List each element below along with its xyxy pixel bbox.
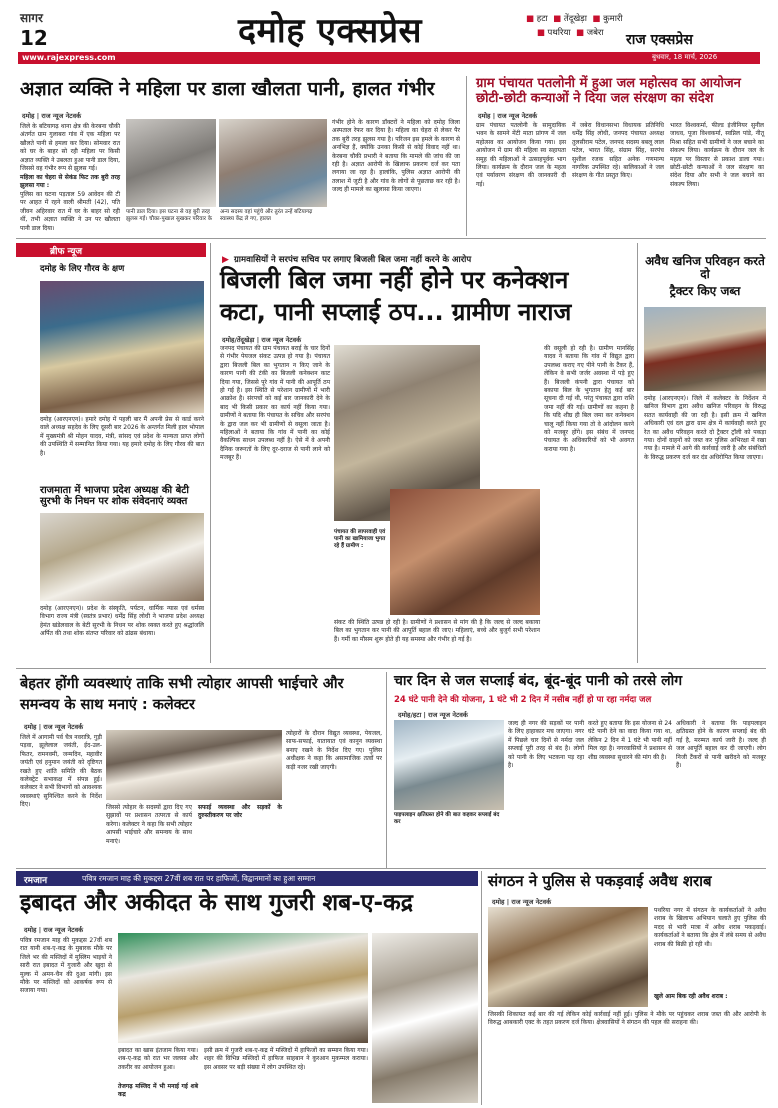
story-column-1: जनपद पंचायत की ग्राम पंचायत बराई के चार दिनों से गंभीर पेयजल संकट उत्पन्न हो गया है। पंचायत द्वारा बिजली बिल का भुगतान न किए जाने के कारण पानी की टंकी का बिजली कनेक्शन काट दिया गया, जिससे पूरे गांव में पानी की आपूर्ति ठप हो गई है। इस स्थिति से परेशान ग्रामीणों में भारी आक्रोश है। संरपचों को कई बार जानकारी देने के बाद भी किसी प्रकार का कार्य नहीं किया गया। ग्रामीणों ने बताया कि पंचायत के सचिव और सरपंच के द्वारा जल कर भी ग्रामीणों से वसूला जाता है। महिलाओं ने बताया कि गांव में पानी का कोई वैकल्पिक साधन उपलब्ध नहीं है। ऐसे में वे अपनी दैनिक जरूरतों के लिए दूर-दराज से पानी लाने को मजबूर हैं।: [220, 345, 330, 462]
photo-tractor: [644, 307, 766, 391]
photo-award-ceremony: [40, 281, 204, 413]
byline: दमोह | राज न्यूज नेटवर्क: [24, 723, 84, 731]
story-column-2: की वसूली हो रही है। ग्रामीण मानसिंह यादव ने बताया कि गांव में विद्युत द्वारा उपलब्ध कराए गए पीने पानी के टैंकर हैं, लेकिन वे सभी जर्जर अवस्था में पड़े हुए हैं। बिजली कंपनी द्वारा पंचायत को बकाया बिल के भुगतान हेतु कई बार सूचना दी गई थी, परंतु पंचायत द्वारा राशि जमा नहीं की गई। ग्रामीणों का कहना है कि यदि शीघ्र ही बिल जमा कर कनेक्शन चालू नहीं किया गया तो वे आंदोलन करने को मजबूर होंगे। इस संबंध में जनपद पंचायत के अधिकारियों को भी अवगत कराया गया है।: [544, 345, 634, 453]
story-column-2: इबादत का खास इंतजाम किया गया। शब-ए-कद्र को रात भर जलसा और तकरीर का आयोजन हुआ।: [118, 1047, 198, 1071]
photo-ulema-felicitation: [118, 933, 368, 1043]
masthead: [0, 0, 778, 72]
photo-caption: पंचायत की लापरवाही एवं पानी का खामियाजा भुगत रहे हैं ग्रामीण :: [334, 529, 386, 549]
vertical-rule: [637, 243, 638, 663]
section-name: सागर: [20, 11, 43, 25]
issue-date: बुधवार, 18 मार्च, 2026: [652, 53, 718, 61]
brief-headline-1: दमोह के लिए गौरव के क्षण: [40, 264, 125, 274]
brief-text-2: दमोह (आरएनएन)। प्रदेश के संस्कृति, पर्यटन, धार्मिक न्यास एवं धर्मस्व विभाग राज्य मंत्री (स्वतंत्र प्रभार) धर्मेंद्र सिंह लोधी ने भाजपा प्रदेश अध्यक्ष हेमंत खंडेलवाल के बेटी सुरभी के निधन पर शोक व्यक्त करते हुए श्रद्धांजलि अर्पित की तथा शोक संतप्त परिवार को ढांढस बंधाया।: [40, 605, 204, 638]
photo-meeting-hall: [106, 730, 282, 800]
headline: बेहतर होंगी व्यवस्थाएं ताकि सभी त्योहार आपसी भाईचारे और समन्वय के साथ मनाएं : कलेक्टर: [20, 676, 344, 713]
photo-village-woman: [390, 489, 540, 615]
edition-pathariya: ■ पथरिया: [536, 28, 571, 38]
story-electricity-bill: [214, 243, 634, 663]
story-illegal-liquor: [484, 871, 766, 1105]
vertical-rule: [386, 672, 387, 868]
subhead: सफाई व्यवस्था और सड़कों के दुरुस्तीकरण पर जोर: [198, 804, 282, 820]
subhead: तेजगढ़ मस्जिद में भी मनाई गई शबे कद्र: [118, 1083, 198, 1099]
headline-line-1: अवैध खनिज परिवहन करते दो: [645, 254, 765, 282]
photo-hospital-patient: [126, 119, 216, 207]
story-column-1: जिले में आगामी पर्व चैत्र नवरात्रि, गुड़ी पड़वा, झूलेलाल जयंती, ईद-उल-फितर, रामनवमी, जन्मदिन, महावीर जयंती एवं हनुमान जयंती को दृष्टिगत रखते हुए शांति समिति की बैठक कलेक्ट्रेट सभाकक्ष में संपन्न हुई। कलेक्टर ने सभी विभागों को आवश्यक व्यवस्थाएं सुनिश्चित करने के निर्देश दिए।: [20, 734, 102, 809]
story-column-1: ग्राम पंचायत पतलोनी के सामुदायिक भवन के सामने मेंटी माता प्रांगण में जल महोत्सव का आयोजन किया गया। इस आयोजन में ग्राम की महिला स्व सहायता समूह की महिलाओं ने उत्साहपूर्वक भाग लिया। कार्यक्रम के दौरान जल के महत्व एवं पर्यावरण संरक्षण की जानकारी दी गई।: [476, 122, 566, 188]
story-jal-mahotsav: [470, 75, 766, 235]
story-column-3: गंभीर होने के कारण डॉक्टरों ने महिला को दमोह जिला अस्पताल रेफर कर दिया है। महिला का चेहरा से लेकर पैर तक बुरी तरह झुलस गया है। परिजन इस हमले के कारण से अनभिज्ञ हैं, क्योंकि उनका किसी से कोई विवाद नहीं था। केरबना चौकी प्रभारी ने बताया कि मामले की जांच की जा रही है। अज्ञात आरोपी के खिलाफ प्रकरण दर्ज कर पता लगाया जा रहा है। हालांकि, पुलिस अज्ञात आरोपी की तलाश में जुटी है और गांव के लोगों से पूछताछ कर रही है। जल्द ही मामले का खुलासा किया जाएगा।: [332, 119, 460, 194]
story-column-1: पवित्र रमजान माह की मुकद्दस 27वीं शब रात यानी शब-ए-कद्र के मुबारक मौके पर जिले भर की मस्जिदों में मुस्लिम भाइयों ने सारी रात इबादत में गुजारी और खुदा से मुल्क में अमन-चैन की दुआ मांगी। इस मौके पर मस्जिदों को आकर्षक रूप से सजाया गया।: [20, 937, 112, 995]
story-column-1b: पुलिस का घटना पड़ताल 59 आवेदन की टी पर आहत में रहने वाली श्रीमती (42), पति जीवन अहिरवार रात में घर के बाहर सो रही थीं, तभी अज्ञात व्यक्ति ने उन पर खौलता पानी डाल दिया।: [20, 191, 120, 232]
byline: दमोह/हटा | राज न्यूज नेटवर्क: [398, 711, 468, 719]
headline: अज्ञात व्यक्ति ने महिला पर डाला खौलता पानी, हालत गंभीर: [20, 78, 435, 100]
story-column-3: अधिकारी ने बताया कि पाइपलाइन क्षतिग्रस्त होने के कारण सप्लाई बंद की गई है, मरम्मत कार्य जारी है। जल्द ही जल आपूर्ति बहाल कर दी जाएगी। लोग निजी टैंकरों से पानी खरीदने को मजबूर हैं।: [676, 720, 766, 770]
photo-water-fountain: [394, 720, 504, 810]
site-url[interactable]: www.rajexpress.com: [22, 53, 116, 62]
story-column-3: भारत विश्वकर्मा, फील्ड इंजीनियर सुनील जाधव, पूजा विश्वकर्मा, स्वप्निल पांडे, नीतू मिश्रा सहित सभी ग्रामीणों ने जल बचाने का संकल्प लिया। कार्यक्रम के दौरान जल के महत्व पर विस्तार से प्रकाश डाला गया। छोटी-छोटी कन्याओं ने जल संरक्षण का संदेश दिया और सभी ने जल बचाने का संकल्प लिया।: [670, 122, 764, 188]
brand-name: राज एक्सप्रेस: [626, 32, 693, 48]
byline: दमोह/तेंदूखेड़ा | राज न्यूज नेटवर्क: [222, 336, 302, 344]
story-column-1: जिले के बटियागढ़ थाना क्षेत्र की केरबना चौकी अंतर्गत ग्राम गुलाबरा गांव में एक महिला पर खौलते पानी से हमला कर दिया। सोमवार रात को घर के बाहर सो रही महिला पर किसी अज्ञात व्यक्ति ने उबलता हुआ पानी डाल दिया, जिससे वह गंभीर रूप से झुलस गई।: [20, 123, 120, 173]
byline: दमोह | राज न्यूज नेटवर्क: [478, 112, 538, 120]
story-peace-committee: [16, 672, 382, 867]
story-column-3: त्योहारों के दौरान विद्युत व्यवस्था, पेयजल, साफ-सफाई, यातायात एवं कानून व्यवस्था बनाए रखने के निर्देश दिए गए। पुलिस अधीक्षक ने कहा कि असामाजिक तत्वों पर कड़ी नजर रखी जाएगी।: [286, 730, 382, 771]
kicker: ▶ ग्रामवासियों ने सरपंच सचिव पर लगाए बिजली बिल जमा नहीं करने के आरोप: [222, 255, 472, 265]
story-illegal-mining: [640, 243, 766, 663]
byline: दमोह | राज न्यूज नेटवर्क: [22, 112, 82, 120]
headline-line-2: ट्रैक्टर किए जब्त: [669, 284, 741, 298]
brief-headline-2: राजमाता में भाजपा प्रदेश अध्यक्ष की बेटी सुरभी के निधन पर शोक संवेदनाएं व्यक्त: [40, 485, 189, 508]
vertical-rule: [210, 243, 211, 663]
story-column-2: जिससे त्योहार के सदस्यों द्वारा दिए गए सुझावों पर प्रशासन तत्परता से कार्य करेगा। कलेक्टर ने कहा कि सभी त्योहार आपसी भाईचारे और समन्वय के साथ मनाएं।: [106, 804, 192, 845]
subhead: खुले आम बिक रही अवैध शराब :: [654, 993, 728, 1000]
horizontal-rule: [16, 668, 766, 669]
photo-caption-1: पानी डाल दिया। इस घटना से वह बुरी तरह झुलस गई। चौका-पुखाल सुखकर परिवार के: [126, 209, 213, 222]
story-column-1: जल्द ही नगर की सड़कों पर पानी के लिए हाहाकार मच जाएगा। नगर में पिछले चार दिनों से नर्मदा जल सप्लाई पूरी तरह से बंद है। लोगों को पानी के लिए भटकना पड़ रहा है।: [508, 720, 584, 770]
edition-tendukheda: ■ तेंदूखेड़ा: [553, 14, 587, 24]
headline: चार दिन से जल सप्लाई बंद, बूंद-बूंद पानी को तरसे लोग: [394, 673, 683, 689]
masthead-band: [18, 52, 760, 64]
photo-hospital-ward: [219, 119, 327, 207]
vertical-rule: [481, 871, 482, 1105]
story-water-supply: [390, 672, 766, 867]
subheadline: 24 घंटे पानी देने की योजना, 1 घंटे भी 2 दिन में नसीब नहीं हो पा रहा नर्मदा जल: [394, 695, 652, 705]
byline: दमोह | राज न्यूज नेटवर्क: [24, 926, 84, 934]
story-column-2: जिसकी शिकायत कई बार की गई लेकिन कोई कार्रवाई नहीं हुई। पुलिस ने मौके पर पहुंचकर शराब जब्त की और आरोपी के विरुद्ध आबकारी एक्ट के तहत प्रकरण दर्ज किया। क्षेत्रवासियों ने संगठन की पहल की सराहना की।: [488, 1011, 766, 1027]
brief-text-1: दमोह (आरएनएन)। हमारे दमोह में पहली बार मैं अपनी प्रेस से कार्ड करने वाले अध्यक्ष सहदेव के लिए दूसरी बार 2026 के अन्तर्गत मिली हाल भोपाल में मुख्यमंत्री श्री मोहन यादव, मंत्री, सांसद एवं प्रदेश के मान्यता प्राप्त लोगों की उपस्थिति में सम्मानित किया गया। यह हमारे दमोह के लिए गौरव की बात है।: [40, 416, 204, 457]
edition-jabera: ■ जबेरा: [576, 28, 604, 38]
story-column-1: पथरिया नगर में संगठन के कार्यकर्ताओं ने अवैध शराब के खिलाफ अभियान चलाते हुए पुलिस की मदद से भारी मात्रा में अवैध शराब पकड़वाई। कार्यकर्ताओं ने बताया कि क्षेत्र में लंबे समय से अवैध शराब की बिक्री हो रही थी।: [654, 907, 766, 948]
horizontal-rule: [16, 238, 766, 239]
kicker: पवित्र रमजान माह की मुकद्दस 27वीं शब रात पर हाफिजों, विद्वानमानों का हुआ सम्मान: [82, 874, 316, 883]
headline-line-2: कटा, पानी सप्लाई ठप... ग्रामीण नाराज: [220, 298, 572, 326]
headline: ग्राम पंचायत पतलोनी में हुआ जल महोत्सव का आयोजन छोटी-छोटी कन्याओं ने दिया जल संरक्षण का संदेश: [476, 76, 741, 106]
story-column-2: में जबेरा विधानसभा विधायक प्रतिनिधि धर्मेंद्र सिंह लोधी, जनपद पंचायत अध्यक्ष तुलसीराम पटेल, जनपद सदस्य बबलू लाल पटेल, भारत सिंह, संग्राम सिंह, सरपंच सुशील रजक सहित अनेक गणमान्य नागरिक उपस्थित रहे। बालिकाओं ने जल संरक्षण के गीत प्रस्तुत किए।: [572, 122, 664, 180]
story-column-2: करते हुए बताया कि इस योजना से 24 घंटे पानी देने का वादा किया गया था, लेकिन 2 दिन में 1 घंटे भी पानी नहीं मिल रहा है। नगरवासियों ने प्रशासन से शीघ्र व्यवस्था सुधारने की मांग की है।: [588, 720, 672, 761]
story-column-3: संकट की स्थिति उत्पन्न हो रही है। ग्रामीणों ने प्रशासन से मांग की है कि जल्द से जल्द बकाया बिल का भुगतान कर पानी की आपूर्ति बहाल की जाए। महिलाएं, बच्चे और बुजुर्ग सभी परेशान हैं। गर्मी का मौसम शुरू होते ही यह समस्या और गंभीर हो गई है।: [334, 619, 540, 643]
horizontal-rule: [16, 868, 766, 869]
headline: संगठन ने पुलिस से पकड़वाई अवैध शराब: [488, 872, 712, 890]
photo-condolence: [40, 513, 204, 601]
story-shab-e-qadr: [16, 871, 478, 1105]
byline: दमोह | राज न्यूज नेटवर्क: [492, 898, 552, 906]
page-title: दमोह एक्सप्रेस: [238, 11, 423, 51]
photo-caption-2: अन्य सदस्य वहां पहुंचे और तुरंत उन्हें बटियागढ़ स्वास्थ्य केंद्र ले गए, हालत: [220, 209, 313, 222]
subhead: महिला का चेहरा से सेकंड फिट तक बुरी तरह झुलसा गया :: [20, 174, 120, 190]
photo-mosque-gathering: [372, 933, 478, 1103]
page-number: 12: [20, 26, 48, 50]
brief-news-box: [16, 243, 206, 663]
headline-line-1: बिजली बिल जमा नहीं होने पर कनेक्शन: [220, 266, 569, 294]
ramzan-label: रमजान: [24, 876, 48, 886]
vertical-rule: [466, 76, 467, 236]
edition-kumari: ■ कुमारी: [592, 14, 623, 24]
headline: इबादत और अकीदत के साथ गुजरी शब-ए-कद्र: [20, 890, 413, 916]
brief-label-band: [16, 243, 206, 257]
story-column-3: इसी क्रम में गुजरी शब-ए-कद्र में मस्जिदों में हाफिजों का सम्मान किया गया। शहर की विभिन्न मस्जिदों में हाफिज साहबान ने कुरआन मुकम्मल कराया। इस अवसर पर बड़ी संख्या में लोग उपस्थित रहे।: [204, 1047, 368, 1071]
kicker-arrow-icon: ▶: [222, 255, 229, 265]
photo-caption: पाइपलाइन क्षतिग्रस्त होने की बात कहकर सप्लाई बंद कर: [394, 812, 500, 825]
story-text: दमोह (आरएनएन)। जिले में कलेक्टर के निर्देशन में खनिज विभाग द्वारा अवैध खनिज परिवहन के विरुद्ध सतत कार्यवाही की जा रही है। इसी क्रम में खनिज अधिकारी एवं दल द्वारा ग्राम क्षेत्र में कार्यवाही करते हुए रेत का अवैध परिवहन करते दो ट्रैक्टर ट्रॉली को पकड़ा गया। दोनों वाहनों को जब्त कर पुलिस अभिरक्षा में रखा गया है। मामले में आगे की कार्रवाई जारी है और संबंधितों के विरुद्ध प्रकरण दर्ज कर दंड अधिरोपित किया जाएगा।: [644, 395, 766, 461]
photo-seized-liquor: [488, 907, 648, 1007]
brief-label: ब्रीफ न्यूज: [50, 247, 83, 257]
story-boiling-water: [16, 75, 462, 230]
edition-hata: ■ हटा: [526, 14, 548, 24]
